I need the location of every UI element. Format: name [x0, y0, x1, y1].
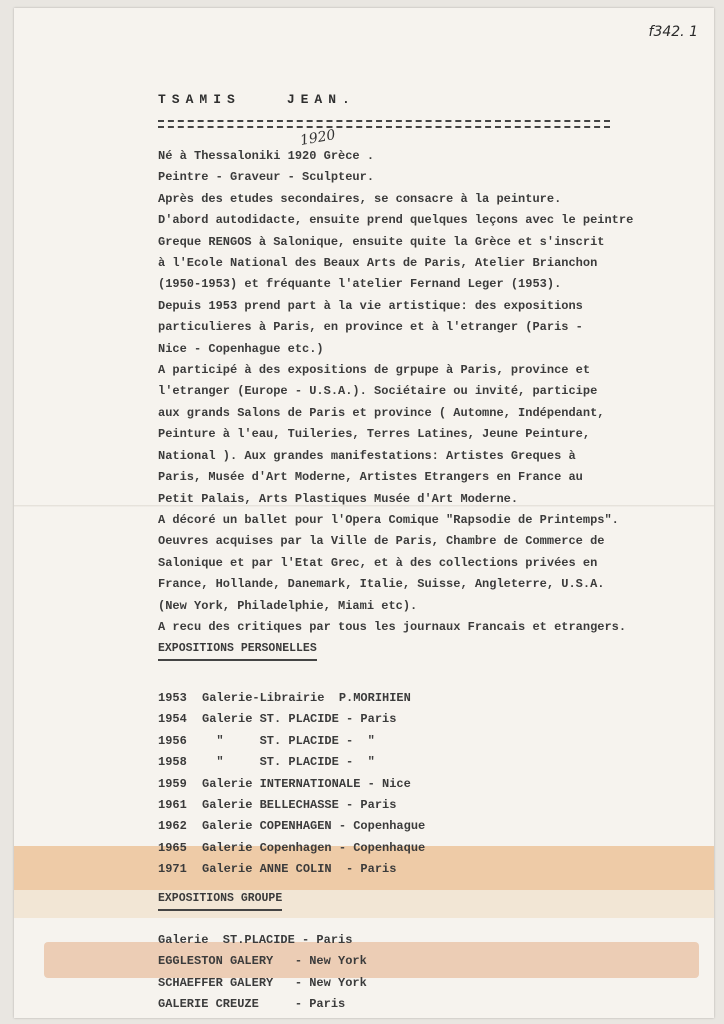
exhibition-venue: " ST. PLACIDE - " — [202, 733, 375, 748]
exhibition-year: 1953 — [158, 691, 187, 705]
exhibition-year: 1958 — [158, 755, 187, 770]
artist-surname: TSAMIS — [158, 92, 241, 107]
bio-line: Nice - Copenhague etc.) — [158, 341, 324, 356]
exhibition-year: 1962 — [158, 819, 187, 834]
bio-line: Depuis 1953 prend part à la vie artistique: des expositions — [158, 298, 583, 313]
exhibition-year: 1971 — [158, 862, 187, 877]
document-page — [14, 8, 714, 1018]
exhibition-row — [158, 688, 678, 709]
header-rule — [158, 120, 610, 128]
artist-name — [158, 92, 402, 107]
bio-line: A décoré un ballet pour l'Opera Comique "Rapsodie de Printemps". — [158, 512, 619, 527]
section-personal-label: EXPOSITIONS PERSONELLES — [158, 642, 317, 655]
section-underline — [158, 909, 282, 911]
exhibition-venue: Galerie BELLECHASSE - Paris — [202, 797, 397, 812]
exhibition-row — [158, 731, 678, 752]
group-exhibitions-list — [158, 930, 678, 1016]
bio-line: D'abord autodidacte, ensuite prend quelques leçons avec le peintre — [158, 213, 634, 228]
exhibition-row — [158, 795, 678, 816]
exhibition-venue: Galerie COPENHAGEN - Copenhague — [202, 819, 426, 834]
bio-line: A recu des critiques par tous les journaux Francais et etrangers. — [158, 619, 627, 634]
handwritten-year: 1920 — [298, 127, 337, 149]
exhibition-row — [158, 774, 678, 795]
section-title-personal — [158, 642, 317, 661]
exhibition-venue: " ST. PLACIDE - " — [202, 755, 375, 770]
bio-line: Petit Palais, Arts Plastiques Musée d'Art Moderne. — [158, 491, 519, 506]
group-exhibition-row: EGGLESTON GALERY - New York — [158, 954, 367, 969]
bio-line: Oeuvres acquises par la Ville de Paris, Chambre de Commerce de — [158, 534, 605, 549]
bio-line: Paris, Musée d'Art Moderne, Artistes Etrangers en France au — [158, 470, 583, 485]
bio-line: l'etranger (Europe - U.S.A.). Sociétaire ou invité, participe — [158, 384, 598, 399]
exhibition-venue: Galerie Copenhagen - Copenhaque — [202, 840, 426, 855]
group-exhibition-row: SCHAEFFER GALERY - New York — [158, 975, 367, 990]
exhibition-row — [158, 709, 678, 730]
archive-number: f342. 1 — [648, 24, 698, 40]
artist-firstname: JEAN. — [286, 92, 356, 107]
exhibition-row — [158, 838, 678, 859]
bio-line: A participé à des expositions de grpupe à Paris, province et — [158, 363, 591, 378]
bio-line: Peintre - Graveur - Sculpteur. — [158, 170, 375, 185]
bio-line: aux grands Salons de Paris et province ( Automne, Indépendant, — [158, 405, 605, 420]
exhibition-venue: Galerie ANNE COLIN - Paris — [202, 862, 397, 877]
exhibition-year: 1965 — [158, 840, 187, 855]
exhibition-row — [158, 816, 678, 837]
bio-line: Après des etudes secondaires, se consacre à la peinture. — [158, 191, 562, 206]
exhibition-year: 1954 — [158, 712, 187, 727]
biography — [158, 146, 698, 638]
exhibition-row — [158, 752, 678, 773]
bio-line: (New York, Philadelphie, Miami etc). — [158, 598, 418, 613]
group-exhibition-row: GALERIE CREUZE - Paris — [158, 997, 346, 1012]
bio-line: Né à Thessaloniki 1920 Grèce . — [158, 149, 375, 163]
bio-line: National ). Aux grandes manifestations: Artistes Greques à — [158, 448, 576, 463]
exhibition-venue: Galerie ST. PLACIDE - Paris — [202, 712, 397, 727]
bio-line: particulieres à Paris, en province et à l'etranger (Paris - — [158, 320, 583, 335]
section-underline — [158, 659, 317, 661]
bio-line: à l'Ecole National des Beaux Arts de Paris, Atelier Brianchon — [158, 256, 598, 271]
exhibition-venue: Galerie-Librairie P.MORIHIEN — [202, 691, 411, 705]
exhibition-year: 1961 — [158, 797, 187, 812]
bio-line: Peinture à l'eau, Tuileries, Terres Latines, Jeune Peinture, — [158, 427, 591, 442]
group-exhibition-row: Galerie ST.PLACIDE - Paris — [158, 933, 353, 947]
bio-line: Salonique et par l'Etat Grec, et à des collections privées en — [158, 555, 598, 570]
bio-line: Greque RENGOS à Salonique, ensuite quite la Grèce et s'inscrit — [158, 234, 605, 249]
exhibition-year: 1956 — [158, 733, 187, 748]
personal-exhibitions-list — [158, 688, 678, 881]
section-group-label: EXPOSITIONS GROUPE — [158, 892, 283, 905]
exhibition-year: 1959 — [158, 776, 187, 791]
bio-line: France, Hollande, Danemark, Italie, Suisse, Angleterre, U.S.A. — [158, 577, 605, 592]
bio-line: (1950-1953) et fréquante l'atelier Fernand Leger (1953). — [158, 277, 562, 292]
exhibition-row — [158, 859, 678, 880]
tape-stain-light — [14, 890, 714, 918]
section-title-group — [158, 892, 282, 911]
exhibition-venue: Galerie INTERNATIONALE - Nice — [202, 776, 411, 791]
